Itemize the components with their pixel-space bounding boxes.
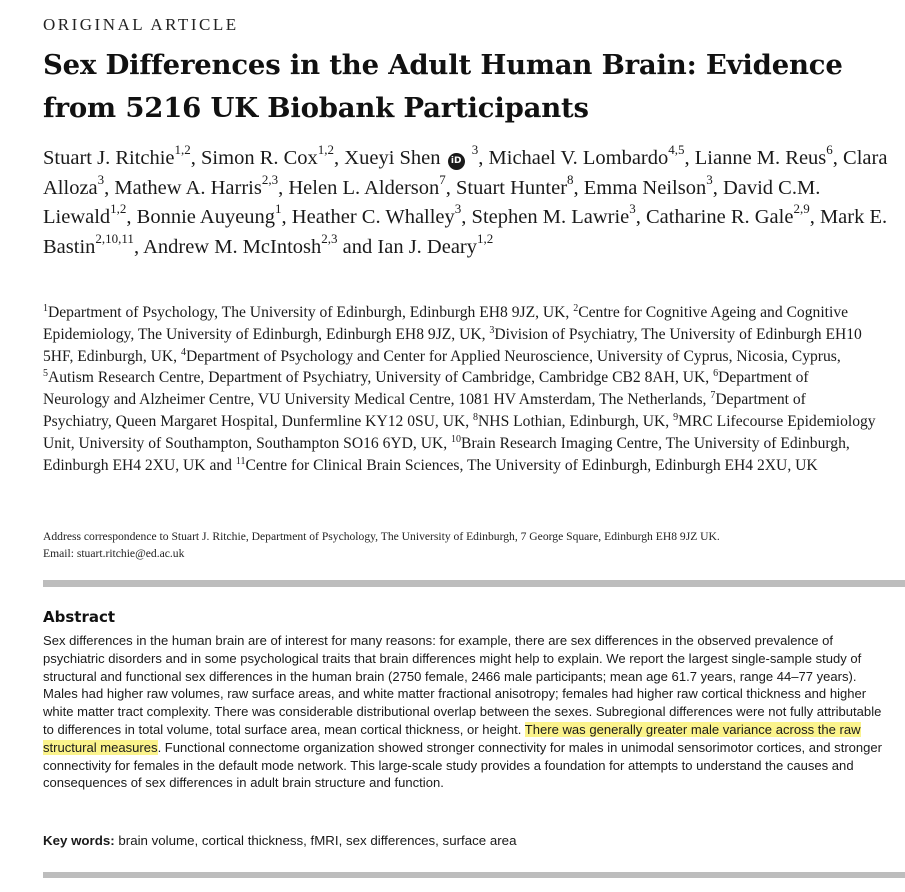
author-affiliation-marker: 3 xyxy=(471,142,479,158)
abstract-text-part-1: Sex differences in the human brain are of interest for many reasons: for example, there are sex differences in the observed prevalence of psychiatric disorders and in some psychological traits that brain differences might help to explain. We report the largest single-sample study of structural and functional sex differences in the human brain (2750 female, 2466 male participants; mean age 61.7 years, range 44–77 years). Males had higher raw volumes, raw surface areas, and white matter fractional anisotropy; females had higher raw cortical thickness and higher white matter tract complexity. There was considerable distributional overlap between the sexes. Subregional differences were not fully attributable to differences in total volume, total surface area, mean cortical thickness, or height. xyxy=(43,633,882,737)
keywords-label: Key words: xyxy=(43,833,115,848)
author-item[interactable] xyxy=(471,201,636,228)
author-name: Mathew A. Harris xyxy=(114,176,262,199)
keywords-line xyxy=(43,833,873,848)
orcid-icon[interactable]: iD xyxy=(448,153,465,170)
article-title: Sex Differences in the Adult Human Brain: Evidence from 5216 UK Biobank Participants xyxy=(43,49,843,124)
affiliation-number: 10 xyxy=(451,433,462,445)
author-item[interactable] xyxy=(136,201,282,228)
abstract-heading: Abstract xyxy=(43,608,116,626)
author-item[interactable] xyxy=(488,142,685,169)
author-item[interactable] xyxy=(201,142,335,169)
affiliation-number: 11 xyxy=(235,455,246,467)
author-name: Bonnie Auyeung xyxy=(136,206,276,228)
author-name: Emma Neilson xyxy=(583,176,707,199)
affiliation-text: Division of Psychiatry, The University of Edinburgh EH10 5HF, Edinburgh, UK, xyxy=(43,325,862,365)
affiliation-number: 3 xyxy=(489,324,495,336)
affiliation-number: 6 xyxy=(713,368,719,380)
correspondence-block xyxy=(43,528,873,562)
affiliation-text: Department of Psychiatry, Queen Margaret Hospital, Dunfermline KY12 0SU, UK, xyxy=(43,391,806,430)
author-affiliation-marker: 2,3 xyxy=(261,171,279,187)
author-affiliation-marker: 4,5 xyxy=(668,142,685,158)
affiliation-text: NHS Lothian, Edinburgh, UK, xyxy=(478,412,674,430)
author-item[interactable] xyxy=(694,142,833,169)
author-item[interactable] xyxy=(456,171,574,199)
author-item[interactable] xyxy=(43,142,191,169)
correspondence-email-line xyxy=(43,545,873,562)
email-label: Email: xyxy=(43,547,77,560)
affiliation-number: 7 xyxy=(710,390,716,401)
author-name: Mark E. Bastin xyxy=(43,206,888,258)
author-item[interactable] xyxy=(583,171,713,199)
highlighted-sentence: There was generally greater male variance across the raw structural measures xyxy=(43,721,861,755)
author-name: Clara Alloza xyxy=(43,147,888,199)
affiliation-number: 2 xyxy=(573,302,579,314)
abstract-text xyxy=(43,632,883,792)
author-affiliation-marker: 1,2 xyxy=(317,142,335,158)
affiliation-text: Centre for Clinical Brain Sciences, The University of Edinburgh, Edinburgh EH4 2XU, UK xyxy=(245,456,818,474)
author-affiliation-marker: 1,2 xyxy=(477,230,494,246)
author-list: Stuart J. Ritchie$^{1,2}$, Simon R. Cox$^{1,2}$, Xueyi Shen iD $^3$, Michael V. Lombardo$^{4,5}$, Lianne M. Reus$^6$, Clara Alloza$^3$, Mathew A. Harris$^{2,3}$, Helen L. Alderson$^7$, Stuart Hunter$^8$, Emma Neilson$^3$, David C.M. Liewald$^{1,2}$, Bonnie Auyeung$^1$, Heather C. Whalley$^3$, Stephen M. Lawrie$^3$, Catharine R. Gale$^{2,9}$, Mark E. Bastin$^{2,10,11}$, Andrew M. McIntosh$^{2,3}$ and Ian J. Deary$^{1,2}$ xyxy=(43,142,888,258)
author-affiliation-marker: 2,9 xyxy=(793,201,810,217)
affiliation-text: Department of Psychology, The University of Edinburgh, Edinburgh EH8 9JZ, UK, xyxy=(48,304,574,321)
author-name: Stuart Hunter xyxy=(456,176,568,199)
correspondence-address: Address correspondence to Stuart J. Ritchie, Department of Psychology, The University of Edinburgh, 7 George Square, Edinburgh EH8 9JZ UK. xyxy=(43,530,720,543)
affiliation-number: 5 xyxy=(43,368,48,380)
author-name: Stuart J. Ritchie xyxy=(43,147,175,169)
affiliation-text: Autism Research Centre, Department of Psychiatry, University of Cambridge, Cambridge CB2 8AH, UK, xyxy=(48,369,714,387)
author-affiliation-marker: 6 xyxy=(826,142,833,158)
keywords-text: brain volume, cortical thickness, fMRI, sex differences, surface area xyxy=(114,833,517,848)
affiliation-text: MRC Lifecourse Epidemiology Unit, University of Southampton, Southampton SO16 6YD, UK, xyxy=(43,412,876,452)
author-name: Helen L. Alderson xyxy=(288,176,440,199)
author-affiliation-marker: 3 xyxy=(97,171,105,187)
author-item[interactable] xyxy=(114,171,279,199)
author-name: Michael V. Lombardo xyxy=(488,147,669,169)
correspondence-email[interactable]: stuart.ritchie@ed.ac.uk xyxy=(76,547,185,560)
author-item[interactable] xyxy=(291,201,462,228)
author-affiliation-marker: 3 xyxy=(454,201,462,217)
author-name: Xueyi Shen xyxy=(344,147,441,169)
affiliation-text: Department of Neurology and Alzheimer Centre, VU University Medical Centre, 1081 HV Amsterdam, The Netherlands, xyxy=(43,369,809,409)
author-affiliation-marker: 1,2 xyxy=(174,142,191,158)
abstract-text-part-2: . Functional connectome organization showed stronger connectivity for males in unimodal sensorimotor cortices, and stronger connectivity for females in the default mode network. This large-scale study provides a foundation for attempts to understand the causes and consequences of sex differences in adult brain structure and function. xyxy=(43,739,883,791)
author-name: Lianne M. Reus xyxy=(694,147,827,169)
author-item[interactable] xyxy=(344,142,479,169)
author-name: Catharine R. Gale xyxy=(646,206,794,228)
author-item[interactable] xyxy=(143,230,338,258)
author-item[interactable] xyxy=(646,201,810,228)
affiliation-list xyxy=(43,302,878,476)
article-type-label: ORIGINAL ARTICLE xyxy=(43,15,239,34)
affiliation-text: Department of Psychology and Center for Applied Neuroscience, University of Cyprus, Nicosia, Cyprus, xyxy=(185,347,841,365)
author-affiliation-marker: 3 xyxy=(629,201,636,217)
author-affiliation-marker: 3 xyxy=(706,171,713,187)
author-name: Simon R. Cox xyxy=(201,147,318,169)
author-name: David C.M. Liewald xyxy=(43,176,821,228)
section-divider-top xyxy=(43,580,905,587)
affiliation-number: 4 xyxy=(180,346,186,358)
affiliation-text: Brain Research Imaging Centre, The University of Edinburgh, Edinburgh EH4 2XU, UK and xyxy=(43,434,850,474)
author-affiliation-marker: 2,10,11 xyxy=(95,230,134,246)
affiliation-number: 8 xyxy=(473,411,479,423)
author-affiliation-marker: 8 xyxy=(567,171,574,187)
author-name: Ian J. Deary xyxy=(377,235,477,258)
author-affiliation-marker: 1,2 xyxy=(110,201,127,217)
author-name: Heather C. Whalley xyxy=(291,206,455,228)
author-name: Stephen M. Lawrie xyxy=(471,206,630,228)
author-item[interactable] xyxy=(377,230,494,258)
section-divider-bottom xyxy=(43,872,905,878)
author-affiliation-marker: 2,3 xyxy=(321,230,338,246)
author-affiliation-marker: 1 xyxy=(275,201,282,217)
author-item[interactable] xyxy=(288,171,446,199)
affiliation-number: 1 xyxy=(43,302,48,314)
author-name: Andrew M. McIntosh xyxy=(143,235,322,258)
affiliation-number: 9 xyxy=(673,411,679,423)
author-affiliation-marker: 7 xyxy=(439,171,446,187)
affiliation-text: Centre for Cognitive Ageing and Cognitive Epidemiology, The University of Edinburgh, Edinburgh EH8 9JZ, UK, xyxy=(43,304,849,343)
